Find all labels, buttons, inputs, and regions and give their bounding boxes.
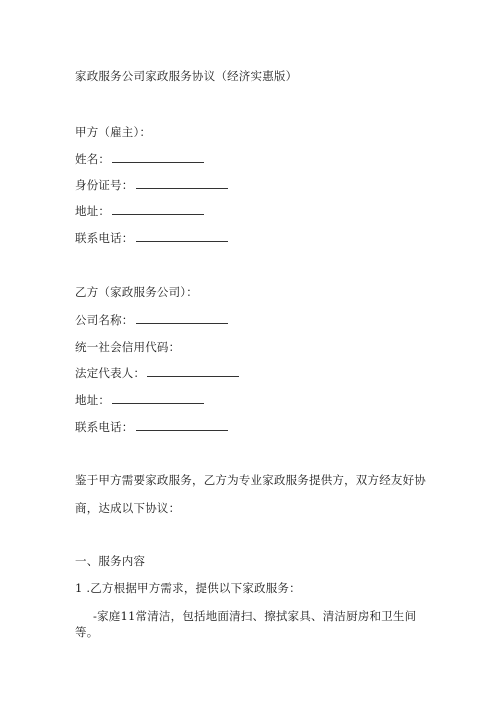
party-b-company-row bbox=[75, 312, 228, 328]
party-a-id-row bbox=[75, 177, 228, 193]
party-b-legal-rep-row bbox=[75, 365, 239, 381]
preamble-line-2: 商，达成以下协议： bbox=[75, 501, 181, 515]
party-a-name-blank bbox=[112, 151, 204, 163]
section-1-item-1: 1 .乙方根据甲方需求，提供以下家政服务： bbox=[75, 581, 301, 595]
party-b-heading: 乙方（家政服务公司）： bbox=[75, 285, 198, 299]
party-b-phone-blank bbox=[136, 419, 228, 431]
party-a-name-label: 姓名： bbox=[75, 152, 111, 166]
party-b-phone-label: 联系电话： bbox=[75, 420, 134, 434]
party-b-credit-code-label: 统一社会信用代码： bbox=[75, 340, 181, 354]
party-a-id-blank bbox=[136, 177, 228, 189]
party-a-phone-label: 联系电话： bbox=[75, 231, 134, 245]
party-a-phone-blank bbox=[136, 230, 228, 242]
preamble-line-1: 鉴于甲方需要家政服务，乙方为专业家政服务提供方，双方经友好协 bbox=[75, 473, 426, 487]
party-b-legal-rep-blank bbox=[147, 365, 239, 377]
party-a-id-label: 身份证号： bbox=[75, 178, 134, 192]
section-1-sub-item-line-1: -家庭11常清洁，包括地面清扫、擦拭家具、清洁厨房和卫生间 bbox=[93, 609, 417, 623]
document-title: 家政服务公司家政服务协议（经济实惠版） bbox=[75, 69, 298, 83]
section-1-heading: 一、服务内容 bbox=[75, 554, 146, 568]
party-a-phone-row bbox=[75, 230, 228, 246]
party-b-company-blank bbox=[136, 312, 228, 324]
party-b-address-label: 地址： bbox=[75, 393, 111, 407]
party-a-address-blank bbox=[112, 203, 204, 215]
party-b-legal-rep-label: 法定代表人： bbox=[75, 366, 146, 380]
party-b-address-row bbox=[75, 392, 204, 408]
party-a-address-row bbox=[75, 203, 204, 219]
party-b-company-label: 公司名称： bbox=[75, 313, 134, 327]
party-b-phone-row bbox=[75, 419, 228, 435]
section-1-sub-item-line-2: 等。 bbox=[75, 625, 99, 639]
party-b-address-blank bbox=[112, 392, 204, 404]
party-a-name-row bbox=[75, 151, 204, 167]
party-a-heading: 甲方（雇主）： bbox=[75, 125, 152, 139]
party-a-address-label: 地址： bbox=[75, 204, 111, 218]
